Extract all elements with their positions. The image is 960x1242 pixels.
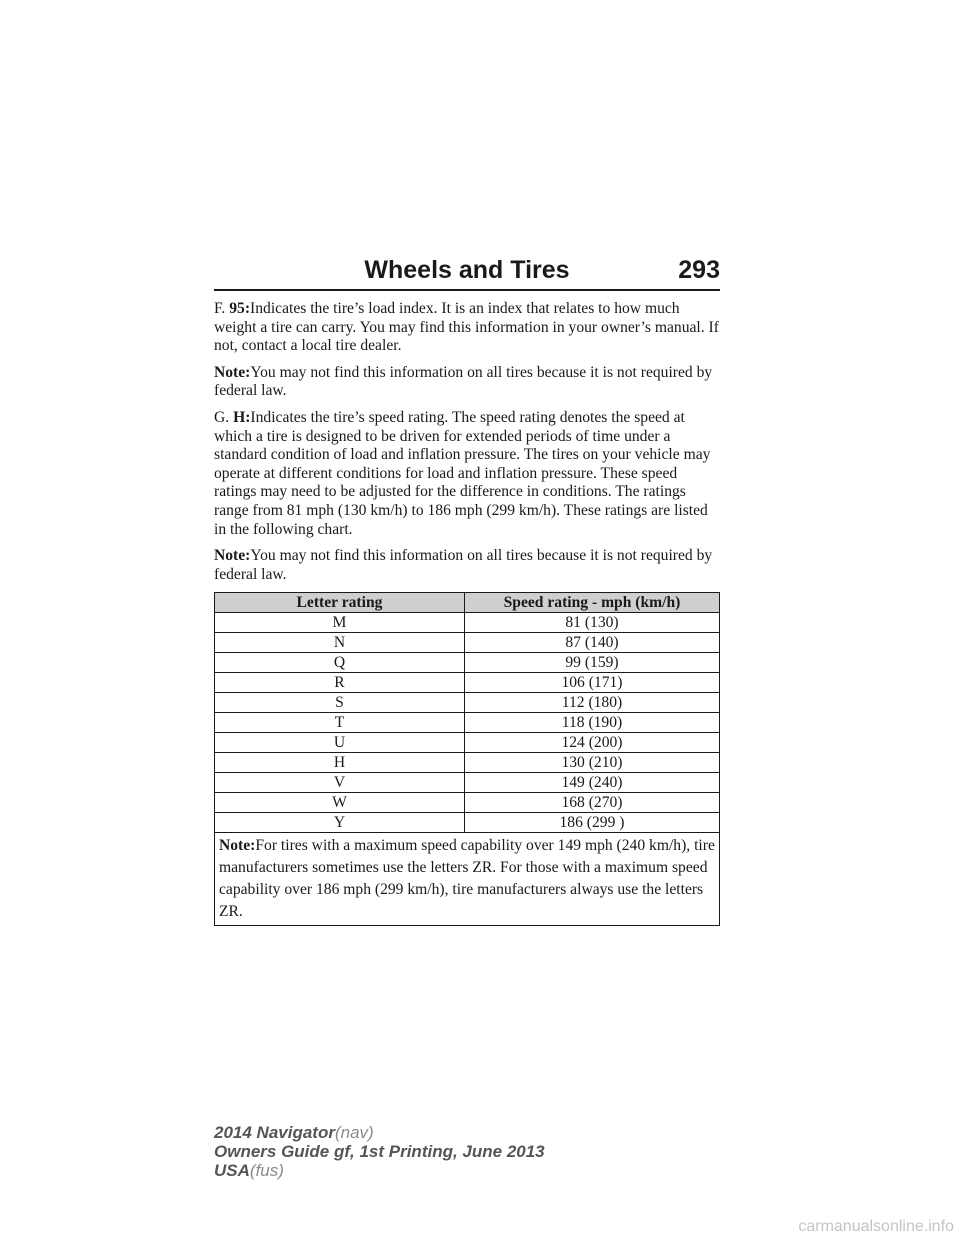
letter-cell: M — [215, 613, 465, 633]
speed-cell: 81 (130) — [464, 613, 719, 633]
table-row — [215, 813, 720, 833]
footer-line-2: Owners Guide gf, 1st Printing, June 2013 — [214, 1142, 545, 1161]
item-letter-g: G. — [214, 408, 230, 426]
speed-cell: 106 (171) — [464, 673, 719, 693]
speed-cell: 168 (270) — [464, 793, 719, 813]
letter-cell: Y — [215, 813, 465, 833]
letter-cell: Q — [215, 653, 465, 673]
table-row — [215, 613, 720, 633]
speed-cell: 118 (190) — [464, 713, 719, 733]
speed-cell: 149 (240) — [464, 773, 719, 793]
note-text: For tires with a maximum speed capability over 149 mph (240 km/h), tire manufacturers sometimes use the letters ZR. For those with a maximum speed capability over 186 mph (299 km/h), tire manufacturers always use the letters ZR. — [219, 837, 715, 921]
speed-rating-label: H: — [233, 408, 251, 426]
note-text: You may not find this information on all tires because it is not required by federal law. — [214, 547, 713, 583]
speed-cell: 99 (159) — [464, 653, 719, 673]
table-row — [215, 653, 720, 673]
speed-cell: 186 (299 ) — [464, 813, 719, 833]
page-content — [214, 300, 720, 926]
letter-cell: S — [215, 693, 465, 713]
table-header-row — [215, 593, 720, 613]
table-row — [215, 713, 720, 733]
page-number: 293 — [678, 256, 720, 284]
letter-cell: V — [215, 773, 465, 793]
note-label: Note: — [214, 363, 251, 381]
paragraph-g — [214, 409, 720, 539]
footer-line-3 — [214, 1161, 545, 1180]
note-text: You may not find this information on all tires because it is not required by federal law. — [214, 363, 713, 400]
speed-rating-text: Indicates the tire’s speed rating. The speed rating denotes the speed at which a tire is designed to be driven for extended periods of time under a standard condition of load and inflation pressure. The tires on your vehicle may operate at different conditions for load and inflation pressure. These speed ratings may need to be adjusted for the difference in conditions. The ratings range from 81 mph (130 km/h) to 186 mph (299 km/h). These ratings are listed in the following chart. — [214, 408, 711, 538]
speed-cell: 87 (140) — [464, 633, 719, 653]
column-header-letter: Letter rating — [215, 593, 465, 613]
letter-cell: N — [215, 633, 465, 653]
watermark-text: carmanualsonline.info — [798, 1218, 954, 1235]
item-letter-f: F. — [214, 300, 226, 317]
table-note-row — [215, 833, 720, 926]
paragraph-f — [214, 300, 720, 356]
column-header-speed: Speed rating - mph (km/h) — [464, 593, 719, 613]
footer-market-code: (fus) — [249, 1161, 284, 1180]
table-row — [215, 753, 720, 773]
section-title: Wheels and Tires — [364, 256, 570, 284]
note-label: Note: — [214, 547, 251, 565]
letter-cell: U — [215, 733, 465, 753]
page-footer — [214, 1123, 545, 1180]
load-index-label: 95: — [229, 300, 251, 317]
speed-rating-table — [214, 592, 720, 926]
footer-line-1 — [214, 1123, 545, 1142]
table-row — [215, 793, 720, 813]
table-row — [215, 633, 720, 653]
table-row — [215, 673, 720, 693]
letter-cell: W — [215, 793, 465, 813]
header-divider — [214, 289, 720, 291]
letter-cell: R — [215, 673, 465, 693]
letter-cell: H — [215, 753, 465, 773]
table-note-cell — [215, 833, 720, 926]
note-label: Note: — [219, 837, 256, 855]
speed-cell: 124 (200) — [464, 733, 719, 753]
footer-model-code: (nav) — [334, 1123, 374, 1142]
table-row — [215, 773, 720, 793]
load-index-text: Indicates the tire’s load index. It is an index that relates to how much weight a tire can carry. You may find this information in your owner’s manual. If not, contact a local tire dealer. — [214, 300, 719, 355]
table-row — [215, 693, 720, 713]
speed-cell: 130 (210) — [464, 753, 719, 773]
footer-market: USA — [214, 1161, 250, 1180]
note-paragraph-2 — [214, 547, 720, 584]
footer-model: 2014 Navigator — [214, 1123, 335, 1142]
page-header — [214, 255, 720, 295]
table-row — [215, 733, 720, 753]
letter-cell: T — [215, 713, 465, 733]
speed-cell: 112 (180) — [464, 693, 719, 713]
note-paragraph-1 — [214, 364, 720, 401]
